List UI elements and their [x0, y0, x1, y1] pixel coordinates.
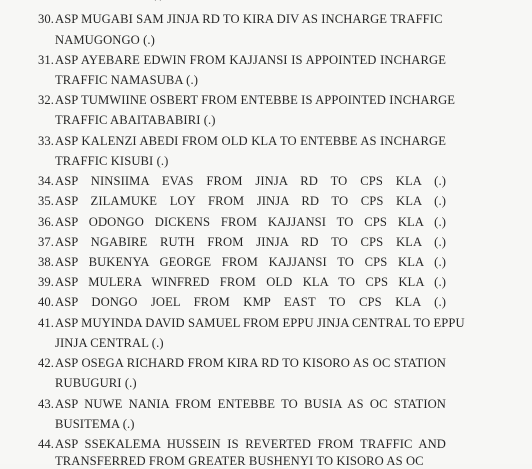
item-number: 37. — [37, 235, 54, 249]
item-text-continued: TRAFFIC KISUBI (.) — [55, 154, 169, 168]
item-number: 33. — [37, 134, 54, 148]
item-text-continued: NAMUGONGO (.) — [55, 33, 155, 47]
item-number: 44. — [37, 437, 54, 451]
item-text: ASP NUWE NANIA FROM ENTEBBE TO BUSIA AS OC STATION — [55, 397, 446, 411]
item-text: ASP NINSIIMA EVAS FROM JINJA RD TO CPS KLA (.) — [55, 174, 446, 188]
continued-line-bottom: TRANSFERRED FROM GREATER BUSHENYI TO KISORO AS OC — [55, 454, 424, 468]
item-number: 38. — [37, 255, 54, 269]
item-number: 40. — [37, 295, 54, 309]
item-text: ASP OSEGA RICHARD FROM KIRA RD TO KISORO AS OC STATION — [55, 356, 446, 370]
item-number: 43. — [37, 397, 54, 411]
item-number: 30. — [37, 12, 54, 26]
item-text: ASP KALENZI ABEDI FROM OLD KLA TO ENTEBBE AS INCHARGE — [55, 134, 446, 148]
continued-line-top — [55, 0, 164, 2]
item-number: 34. — [37, 174, 54, 188]
item-text: ASP BUKENYA GEORGE FROM KAJJANSI TO CPS KLA (.) — [55, 255, 446, 269]
item-text: ASP MULERA WINFRED FROM OLD KLA TO CPS KLA (.) — [55, 275, 446, 289]
item-number: 32. — [37, 93, 54, 107]
item-text: ASP DONGO JOEL FROM KMP EAST TO CPS KLA (.) — [55, 295, 446, 309]
item-text-continued: RUBUGURI (.) — [55, 376, 137, 390]
item-number: 31. — [37, 53, 54, 67]
item-text: ASP NGABIRE RUTH FROM JINJA RD TO CPS KLA (.) — [55, 235, 446, 249]
item-text: ASP ODONGO DICKENS FROM KAJJANSI TO CPS KLA (.) — [55, 215, 446, 229]
item-text-continued: TRAFFIC NAMASUBA (.) — [55, 73, 199, 87]
item-text: ASP AYEBARE EDWIN FROM KAJJANSI IS APPOINTED INCHARGE — [55, 53, 446, 67]
item-text: ASP SSEKALEMA HUSSEIN IS REVERTED FROM TRAFFIC AND — [55, 437, 446, 451]
item-text: ASP TUMWIINE OSBERT FROM ENTEBBE IS APPOINTED INCHARGE — [55, 93, 456, 107]
item-number: 41. — [37, 316, 54, 330]
item-text: ASP MUYINDA DAVID SAMUEL FROM EPPU JINJA CENTRAL TO EPPU — [55, 316, 465, 330]
item-number: 39. — [37, 275, 54, 289]
item-number: 35. — [37, 194, 54, 208]
item-text: ASP MUGABI SAM JINJA RD TO KIRA DIV AS INCHARGE TRAFFIC — [55, 12, 443, 26]
item-text: ASP ZILAMUKE LOY FROM JINJA RD TO CPS KLA (.) — [55, 194, 446, 208]
item-text-continued: BUSITEMA (.) — [55, 417, 135, 431]
item-number: 36. — [37, 215, 54, 229]
item-text-continued: JINJA CENTRAL (.) — [55, 336, 164, 350]
item-number: 42. — [37, 356, 54, 370]
item-text-continued: TRAFFIC ABAITABABIRI (.) — [55, 113, 216, 127]
